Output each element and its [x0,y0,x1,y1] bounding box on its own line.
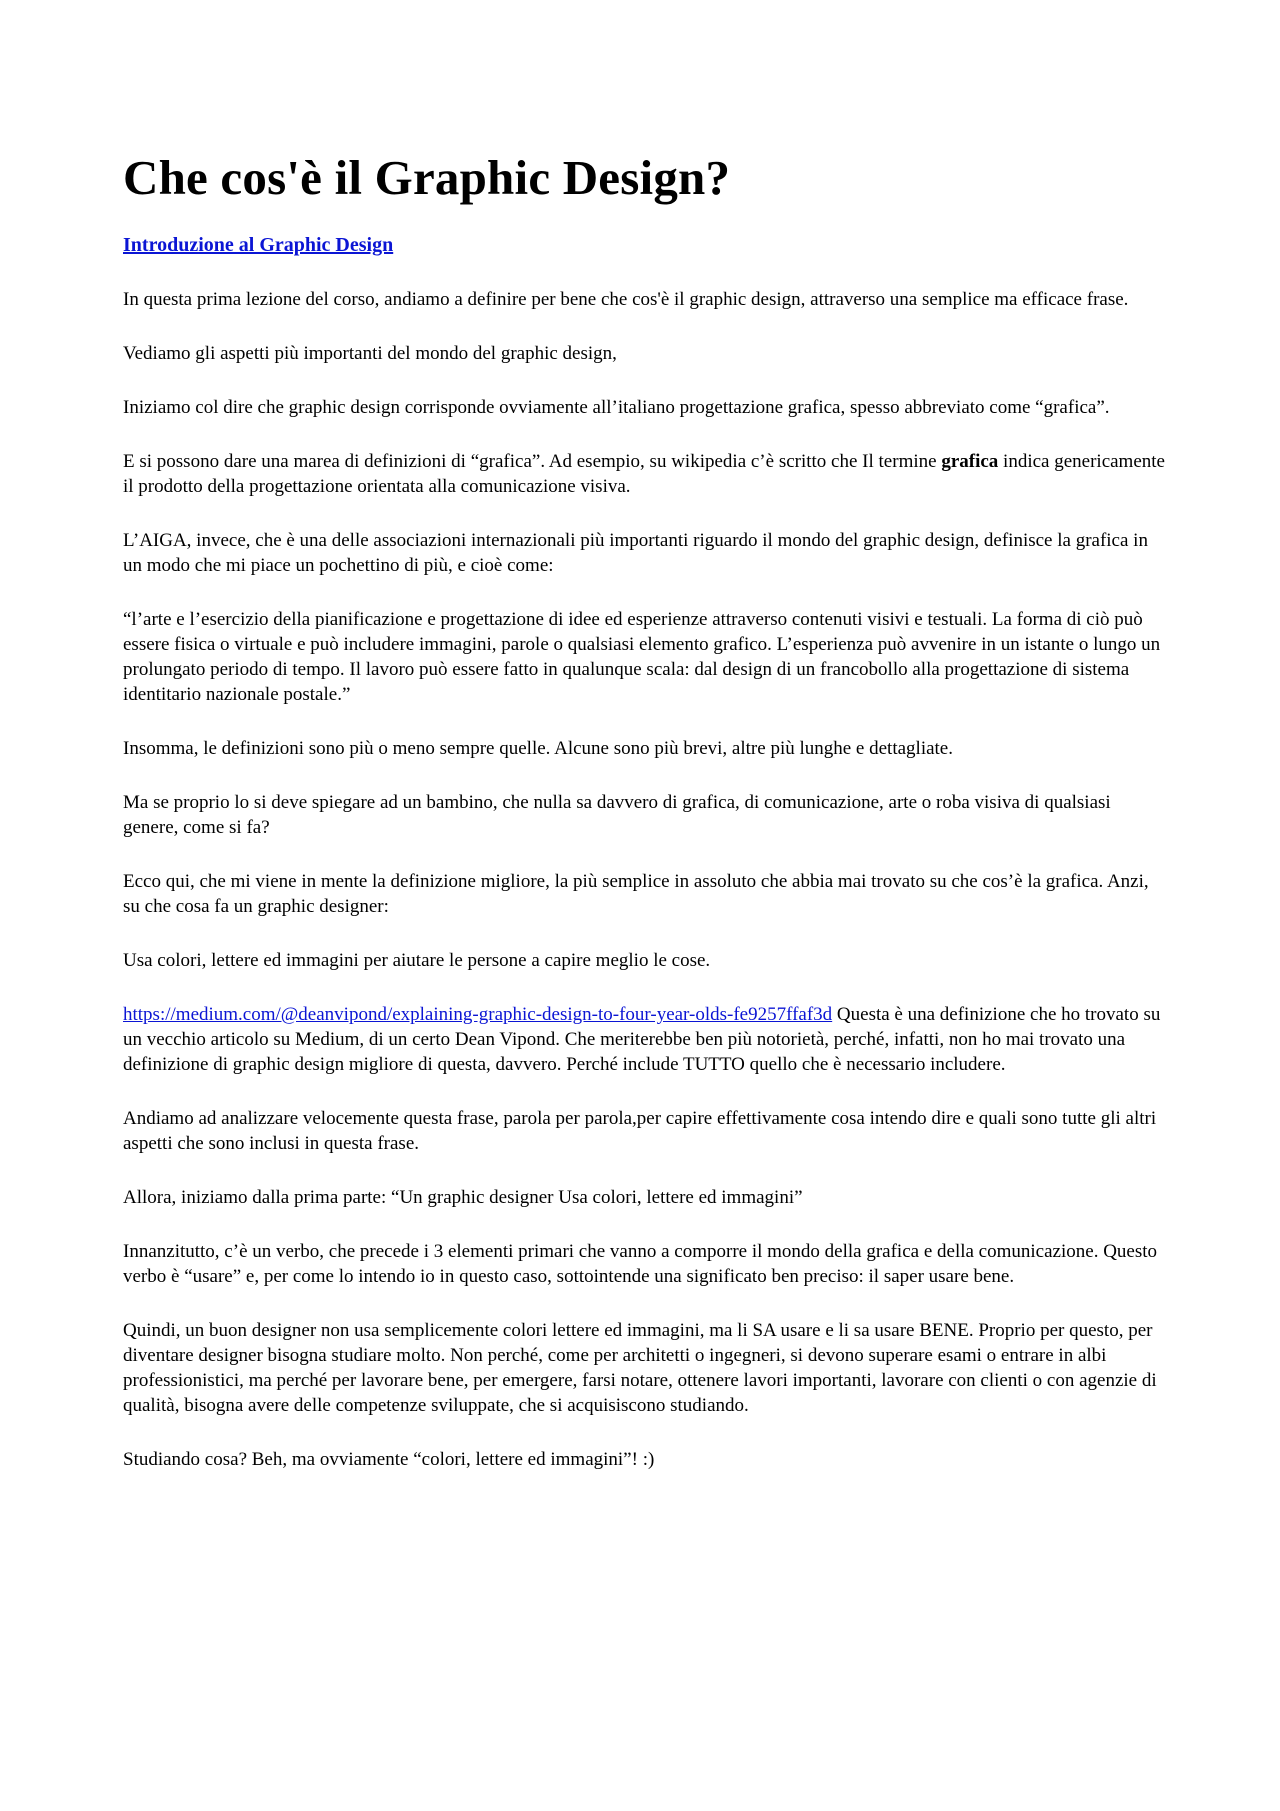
paragraph-4 [123,449,1168,499]
paragraph-11-text: Questa è una definizione che ho trovato su un vecchio articolo su Medium, di un certo Dean Vipond. Che meriterebbe ben più notorietà, perché, infatti, non ho mai trovato una definizione di graphic design migliore di questa, davvero. Perché include TUTTO quello che è necessario includere. [123,1004,1161,1076]
paragraph-1: In questa prima lezione del corso, andiamo a definire per bene che cos'è il graphic design, attraverso una semplice ma efficace frase. [123,289,1129,311]
paragraph-10: Usa colori, lettere ed immagini per aiutare le persone a capire meglio le cose. [123,950,711,972]
document-page [123,150,1168,1501]
paragraph-11 [123,1002,1168,1077]
paragraph-16: Studiando cosa? Beh, ma ovviamente “colori, lettere ed immagini”! :) [123,1449,655,1471]
page-title: Che cos'è il Graphic Design? [123,150,731,205]
paragraph-4-bold-term: grafica [941,451,999,473]
paragraph-2: Vediamo gli aspetti più importanti del mondo del graphic design, [123,343,617,365]
paragraph-4-text-start: E si possono dare una marea di definizioni di “grafica”. Ad esempio, su wikipedia c’è scritto che Il termine [123,451,942,473]
paragraph-12: Andiamo ad analizzare velocemente questa frase, parola per parola,per capire effettivamente cosa intendo dire e quali sono tutte gli altri aspetti che sono inclusi in questa frase. [123,1108,1157,1155]
paragraph-7: Insomma, le definizioni sono più o meno sempre quelle. Alcune sono più brevi, altre più lunghe e dettagliate. [123,738,953,760]
paragraph-3: Iniziamo col dire che graphic design corrisponde ovviamente all’italiano progettazione grafica, spesso abbreviato come “grafica”. [123,397,1110,419]
paragraph-5: L’AIGA, invece, che è una delle associazioni internazionali più importanti riguardo il mondo del graphic design, definisce la grafica in un modo che mi piace un pochettino di più, e cioè come: [123,530,1148,577]
paragraph-14: Innanzitutto, c’è un verbo, che precede i 3 elementi primari che vanno a comporre il mondo della grafica e della comunicazione. Questo verbo è “usare” e, per come lo intendo io in questo caso, sottointende una significato ben preciso: il saper usare bene. [123,1241,1158,1288]
medium-article-link[interactable]: https://medium.com/@deanvipond/explaining-graphic-design-to-four-year-olds-fe9257ffaf3d [123,1004,833,1026]
intro-link[interactable]: Introduzione al Graphic Design [123,234,394,257]
paragraph-4-text-end: indica genericamente il prodotto della progettazione orientata alla comunicazione visiva. [123,451,1165,498]
paragraph-9: Ecco qui, che mi viene in mente la definizione migliore, la più semplice in assoluto che abbia mai trovato su che cos’è la grafica. Anzi, su che cosa fa un graphic designer: [123,871,1149,918]
paragraph-15: Quindi, un buon designer non usa semplicemente colori lettere ed immagini, ma li SA usare e li sa usare BENE. Proprio per questo, per diventare designer bisogna studiare molto. Non perché, come per architetti o ingegneri, si devono superare esami o entrare in albi professionistici, ma perché per lavorare bene, per emergere, farsi notare, ottenere lavori importanti, lavorare con clienti o con agenzie di qualità, bisogna avere delle competenze sviluppate, che si acquisiscono studiando. [123,1320,1157,1417]
paragraph-13: Allora, iniziamo dalla prima parte: “Un graphic designer Usa colori, lettere ed immagini” [123,1187,803,1209]
paragraph-8: Ma se proprio lo si deve spiegare ad un bambino, che nulla sa davvero di grafica, di comunicazione, arte o roba visiva di qualsiasi genere, come si fa? [123,792,1111,839]
paragraph-6-quote: “l’arte e l’esercizio della pianificazione e progettazione di idee ed esperienze attraverso contenuti visivi e testuali. La forma di ciò può essere fisica o virtuale e può includere immagini, parole o qualsiasi elemento grafico. L’esperienza può avvenire in un istante o lungo un prolungato periodo di tempo. Il lavoro può essere fatto in qualunque scala: dal design di un francobollo alla progettazione di sistema identitario nazionale postale.” [123,609,1161,706]
